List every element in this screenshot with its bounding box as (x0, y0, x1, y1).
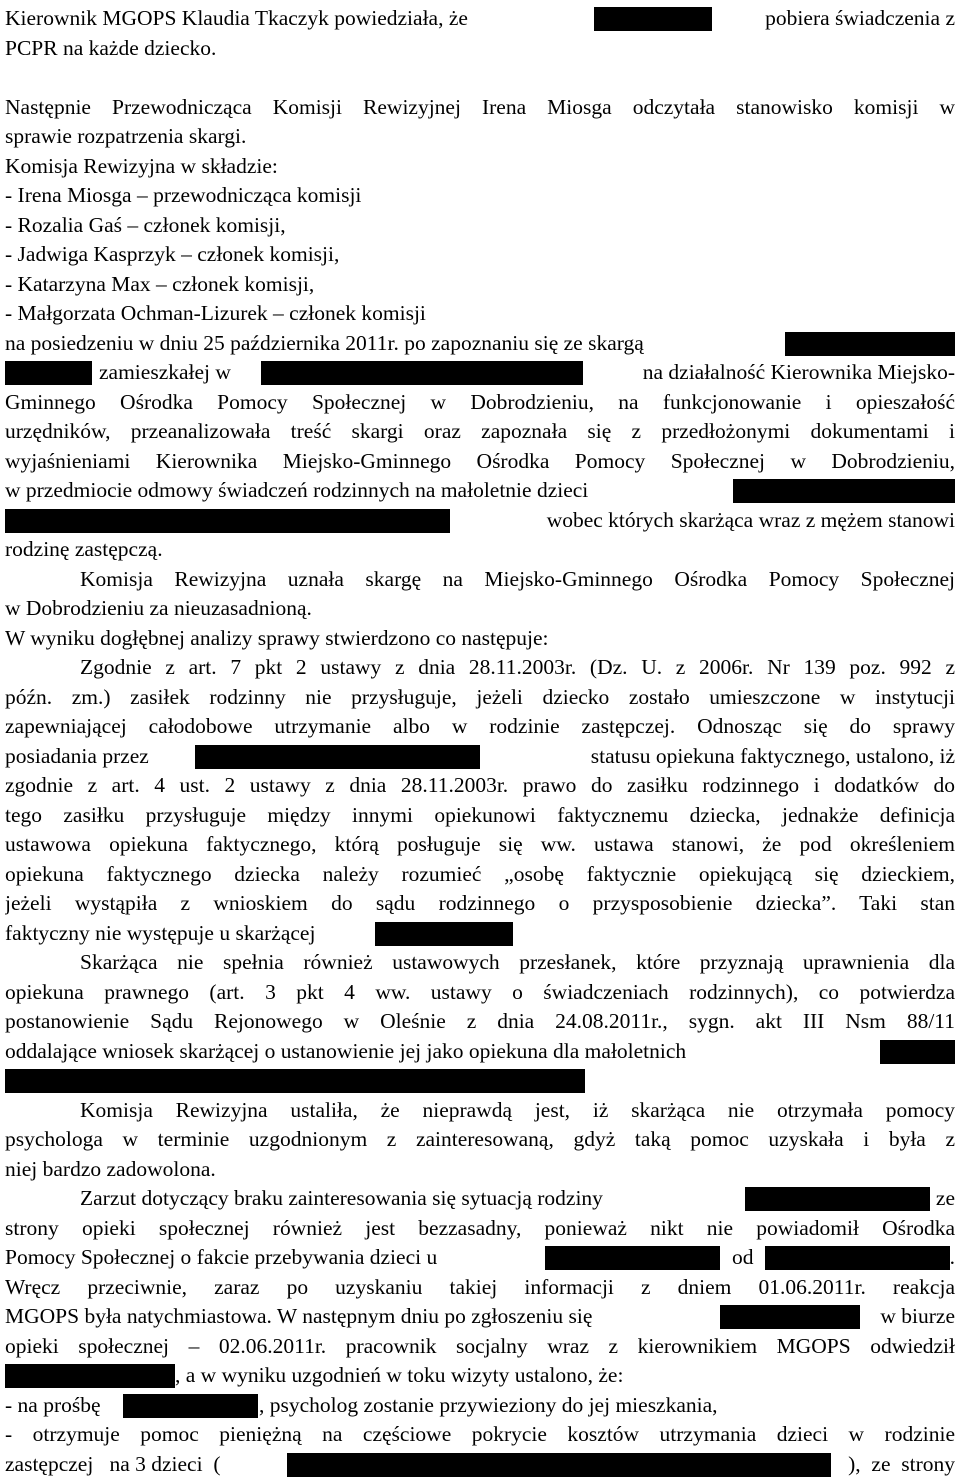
text-segment: zastępczej na 3 dzieci ( (5, 1452, 220, 1476)
text-segment: , a w wyniku uzgodnień w toku wizyty ustalono, że: (175, 1361, 623, 1391)
text-line (5, 506, 955, 536)
text-segment: ze (936, 1184, 955, 1214)
text-line (5, 1037, 955, 1067)
text-segment: ), ze strony (848, 1450, 955, 1479)
text-line: PCPR na każde dziecko. (5, 34, 955, 64)
redaction-block (545, 1246, 720, 1270)
text-line: tego zasiłku przysługuje między innymi opiekunowi faktycznemu dziecka, jednakże definicja (5, 801, 955, 831)
redaction-block (745, 1187, 930, 1211)
text-line (5, 358, 955, 388)
text-line: Wręcz przeciwnie, zaraz po uzyskaniu takiej informacji z dniem 01.06.2011r. reakcja (5, 1273, 955, 1303)
text-segment: wobec których skarżąca wraz z mężem stanowi (547, 506, 955, 536)
member-item: - Irena Miosga – przewodnicząca komisji (5, 181, 955, 211)
text-segment: MGOPS była natychmiastowa. W następnym dniu po zgłoszeniu się (5, 1304, 592, 1328)
text-line: zgodnie z art. 4 ust. 2 ustawy z dnia 28.11.2003r. prawo do zasiłku rodzinnego i dodatków do (5, 771, 955, 801)
redaction-block (287, 1453, 831, 1477)
text-line (5, 1391, 955, 1421)
text-line (5, 1066, 955, 1096)
text-line (5, 1361, 955, 1391)
text-line (5, 919, 955, 949)
text-segment: faktyczny nie występuje u skarżącej (5, 921, 315, 945)
redaction-block (733, 479, 955, 503)
text-line: Gminnego Ośrodka Pomocy Społecznej w Dobrodzieniu, na funkcjonowanie i opieszałość (5, 388, 955, 418)
text-line: niej bardzo zadowolona. (5, 1155, 955, 1185)
redaction-block (5, 509, 450, 533)
redaction-block (261, 361, 583, 385)
text-line: ustawowa opiekuna faktycznego, którą posługuje się ww. ustawa stanowi, że pod określeniem (5, 830, 955, 860)
member-item: - Małgorzata Ochman-Lizurek – członek komisji (5, 299, 955, 329)
member-item: - Rozalia Gaś – członek komisji, (5, 211, 955, 241)
text-line: postanowienie Sądu Rejonowego w Oleśnie z dnia 24.08.2011r., sygn. akt III Nsm 88/11 (5, 1007, 955, 1037)
text-segment: oddalające wniosek skarżącej o ustanowienie jej jako opiekuna dla małoletnich (5, 1039, 686, 1063)
text-line: opieki społecznej – 02.06.2011r. pracownik socjalny wraz z kierownikiem MGOPS odwiedził (5, 1332, 955, 1362)
text-line: rodzinę zastępczą. (5, 535, 955, 565)
text-line: psychologa w terminie uzgodnionym z zainteresowaną, gdyż taką pomoc uzyskała i była z (5, 1125, 955, 1155)
text-line: urzędników, przeanalizowała treść skargi oraz zapoznała się z przedłożonymi dokumentami i (5, 417, 955, 447)
text-segment: , psycholog zostanie przywieziony do jej mieszkania, (259, 1391, 718, 1421)
redaction-block (785, 332, 955, 356)
text-segment: - na prośbę (5, 1393, 101, 1417)
text-line: w Dobrodzieniu za nieuzasadnioną. (5, 594, 955, 624)
text-line: Komisja Rewizyjna w składzie: (5, 152, 955, 182)
member-item: - Jadwiga Kasprzyk – członek komisji, (5, 240, 955, 270)
text-segment: posiadania przez (5, 744, 149, 768)
redaction-block (720, 1305, 860, 1329)
text-segment: Zarzut dotyczący braku zainteresowania się sytuacją rodziny (80, 1184, 603, 1214)
text-line (5, 1450, 955, 1479)
document-page (5, 4, 955, 1479)
text-line: zapewniającej całodobowe utrzymanie albo w rodzinie zastępczej. Odnosząc się do sprawy (5, 712, 955, 742)
text-segment: od (732, 1243, 754, 1273)
text-line (5, 1302, 955, 1332)
text-line: jeżeli wystąpiła z wnioskiem do sądu rodzinnego o przysposobienie dziecka”. Taki stan (5, 889, 955, 919)
redaction-block (5, 1364, 175, 1388)
text-line: opiekuna prawnego (art. 3 pkt 4 ww. ustawy o świadczeniach rodzinnych), co potwierdza (5, 978, 955, 1008)
text-line: Zgodnie z art. 7 pkt 2 ustawy z dnia 28.11.2003r. (Dz. U. z 2006r. Nr 139 poz. 992 z (5, 653, 955, 683)
redaction-block (195, 745, 480, 769)
text-line (5, 329, 955, 359)
text-line: Skarżąca nie spełnia również ustawowych przesłanek, które przyznają uprawnienia dla (5, 948, 955, 978)
redaction-block (765, 1246, 950, 1270)
text-segment: w biurze (880, 1302, 955, 1332)
text-segment: na posiedzeniu w dniu 25 października 2011r. po zapoznaniu się ze skargą (5, 331, 644, 355)
text-line (5, 476, 955, 506)
text-line (5, 742, 955, 772)
text-segment: Pomocy Społecznej o fakcie przebywania dzieci u (5, 1245, 437, 1269)
text-segment: statusu opiekuna faktycznego, ustalono, iż (591, 742, 955, 772)
text-line: opiekuna faktycznego dziecka należy rozumieć „osobę faktycznie opiekującą się dzieckiem, (5, 860, 955, 890)
text-line (5, 4, 955, 34)
redaction-block (594, 7, 712, 31)
text-line: strony opieki społecznej również jest bezzasadny, ponieważ nikt nie powiadomił Ośrodka (5, 1214, 955, 1244)
text-line: wyjaśnieniami Kierownika Miejsko-Gminnego Ośrodka Pomocy Społecznej w Dobrodzieniu, (5, 447, 955, 477)
text-line: sprawie rozpatrzenia skargi. (5, 122, 955, 152)
redaction-block (5, 361, 92, 385)
text-line: Następnie Przewodnicząca Komisji Rewizyjnej Irena Miosga odczytała stanowisko komisji w (5, 93, 955, 123)
text-segment: . (950, 1243, 955, 1273)
text-segment: zamieszkałej w (99, 358, 231, 388)
redaction-block (5, 1069, 585, 1093)
text-line: - otrzymuje pomoc pieniężną na częściowe pokrycie kosztów utrzymania dzieci w rodzinie (5, 1420, 955, 1450)
text-line: W wyniku dogłębnej analizy sprawy stwierdzono co następuje: (5, 624, 955, 654)
redaction-block (375, 922, 513, 946)
text-segment: pobiera świadczenia z (765, 4, 955, 34)
member-item: - Katarzyna Max – członek komisji, (5, 270, 955, 300)
text-line: Komisja Rewizyjna uznała skargę na Miejsko-Gminnego Ośrodka Pomocy Społecznej (5, 565, 955, 595)
text-segment: w przedmiocie odmowy świadczeń rodzinnych na małoletnie dzieci (5, 478, 588, 502)
text-line: Komisja Rewizyjna ustaliła, że nieprawdą jest, iż skarżąca nie otrzymała pomocy (5, 1096, 955, 1126)
text-line (5, 1243, 955, 1273)
redaction-block (880, 1040, 955, 1064)
text-line (5, 1184, 955, 1214)
text-segment: Kierownik MGOPS Klaudia Tkaczyk powiedziała, że (5, 6, 468, 30)
text-line: późn. zm.) zasiłek rodzinny nie przysługuje, jeżeli dziecko zostało umieszczone w instytucji (5, 683, 955, 713)
text-segment: na działalność Kierownika Miejsko- (643, 358, 955, 388)
redaction-block (123, 1394, 258, 1418)
